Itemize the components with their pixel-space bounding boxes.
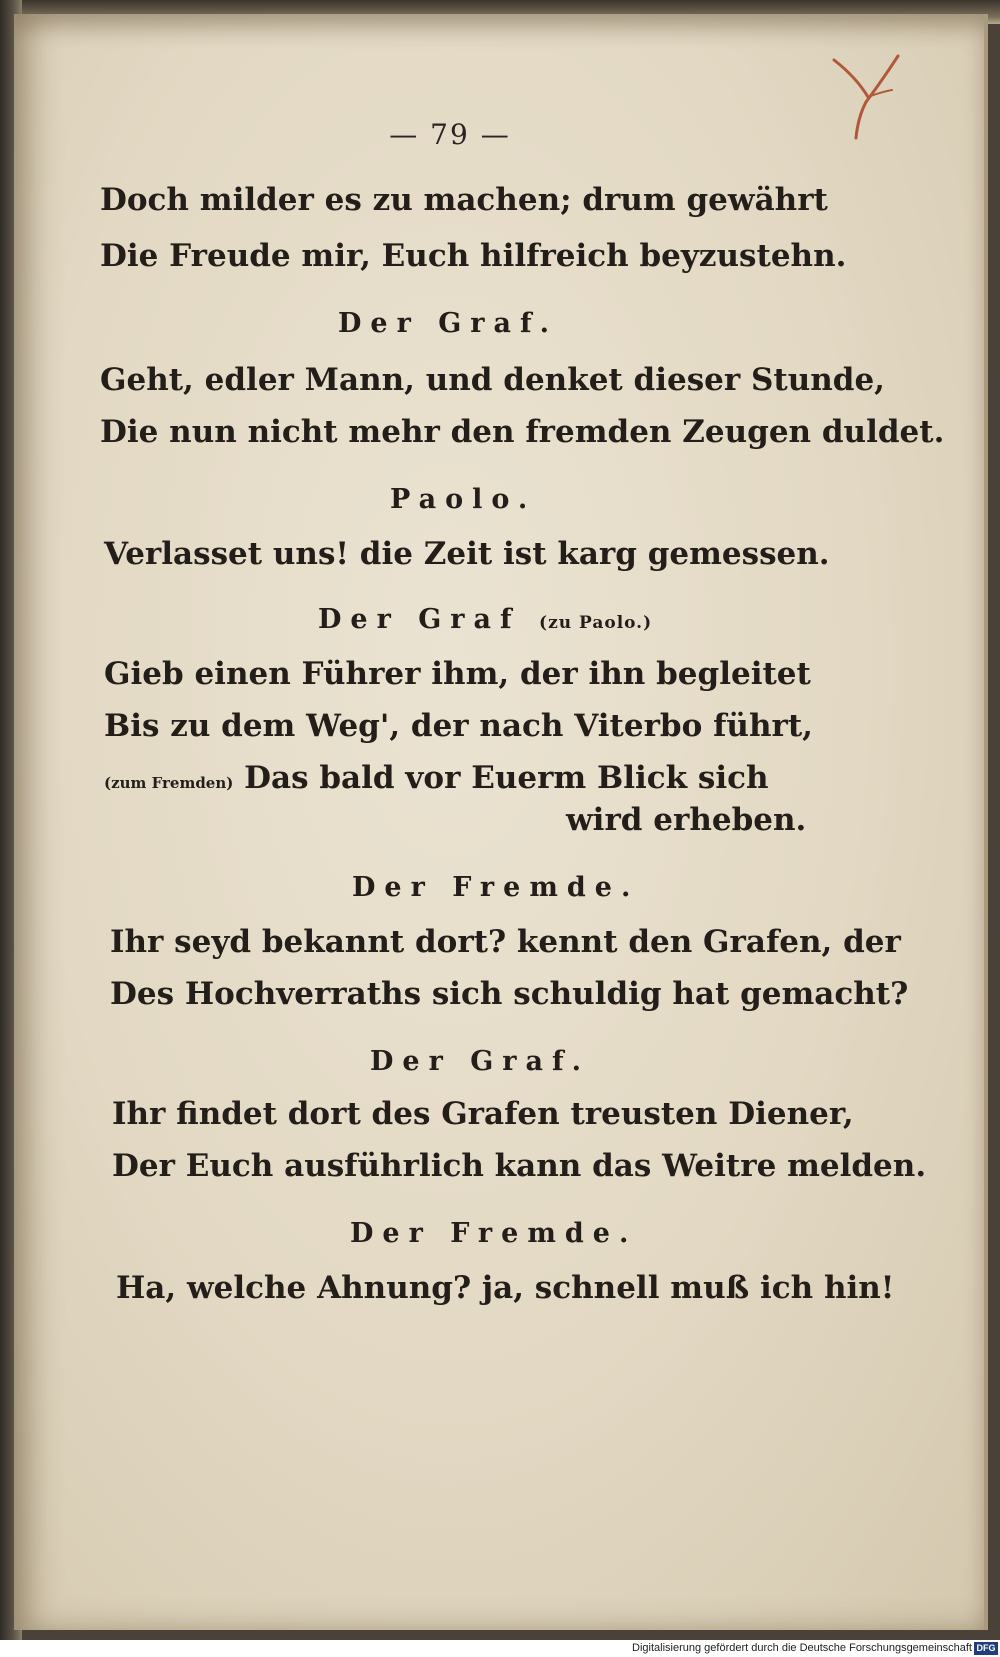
verse-line: Doch milder es zu machen; drum gewährt — [100, 182, 828, 218]
verse-line: Gieb einen Führer ihm, der ihn begleitet — [104, 656, 811, 692]
verse-line: Verlasset uns! die Zeit ist karg gemessen. — [104, 536, 830, 572]
speaker-name: Der Fremde. — [350, 1218, 638, 1249]
verse-line: Die Freude mir, Euch hilfreich beyzustehn. — [100, 238, 847, 274]
verse-line: Bis zu dem Weg', der nach Viterbo führt, — [104, 708, 813, 744]
verse-line: Ha, welche Ahnung? ja, schnell muß ich hin! — [116, 1270, 895, 1306]
dfg-logo-icon: DFG — [974, 1642, 998, 1655]
stage-direction: (zu Paolo.) — [539, 613, 653, 633]
verse-line: Der Euch ausführlich kann das Weitre melden. — [112, 1148, 927, 1184]
page-number: — 79 — — [389, 118, 511, 151]
verse-line: Geht, edler Mann, und denket dieser Stunde, — [100, 362, 885, 398]
verse-line — [104, 760, 769, 796]
stage-direction: (zum Fremden) — [104, 774, 234, 792]
speaker-name: Der Fremde. — [352, 872, 640, 903]
verse-line: Ihr findet dort des Grafen treusten Diener, — [112, 1096, 854, 1132]
speaker-name — [318, 604, 652, 635]
verse-line: Des Hochverraths sich schuldig hat gemacht? — [110, 976, 909, 1012]
footer-bar — [0, 1640, 1000, 1657]
footer-credit: Digitalisierung gefördert durch die Deutsche Forschungsgemeinschaft — [632, 1642, 972, 1654]
verse-line: Die nun nicht mehr den fremden Zeugen duldet. — [100, 414, 945, 450]
speaker-label: Der Graf — [318, 604, 521, 635]
speaker-name: Der Graf. — [370, 1046, 591, 1077]
verse-line: Ihr seyd bekannt dort? kennt den Grafen, der — [110, 924, 901, 960]
speaker-name: Paolo. — [390, 484, 537, 515]
verse-text: Das bald vor Euerm Blick sich — [244, 760, 769, 796]
verse-line: wird erheben. — [566, 802, 807, 838]
speaker-name: Der Graf. — [338, 308, 559, 339]
